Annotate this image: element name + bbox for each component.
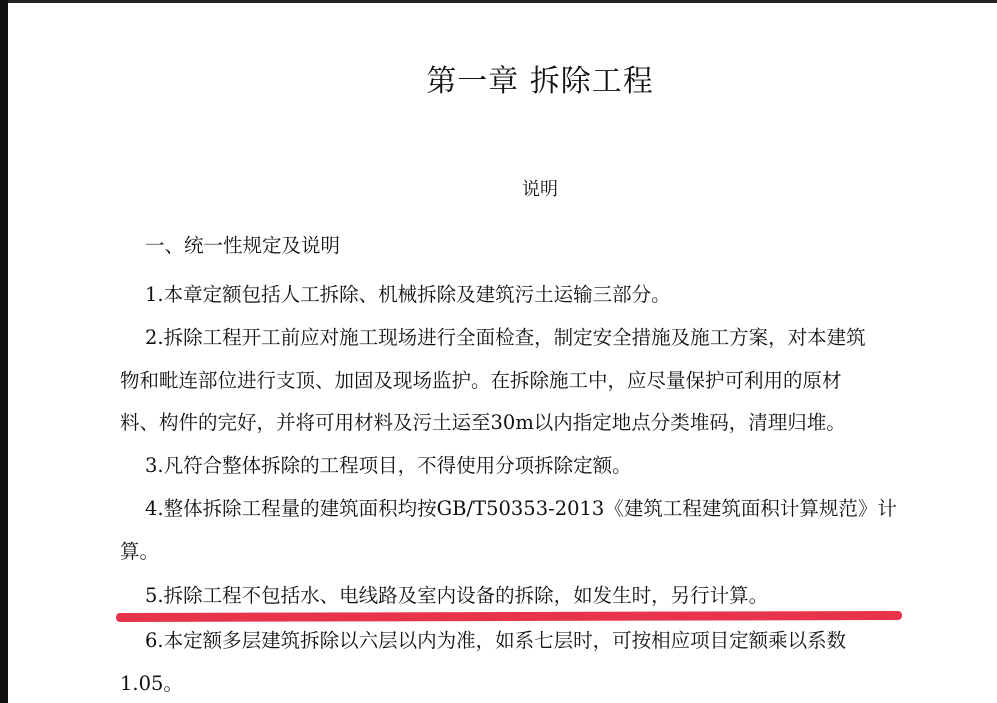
section-title: 说明 [522, 179, 558, 200]
paragraph-line-highlighted: 5.拆除工程不包括水、电线路及室内设备的拆除，如发生时，另行计算。 [145, 584, 769, 607]
paragraph-line: 物和毗连部位进行支顶、加固及现场监护。在拆除施工中，应尽量保护可利用的原材 [120, 369, 842, 392]
paragraph-line: 1.本章定额包括人工拆除、机械拆除及建筑污土运输三部分。 [145, 283, 671, 306]
chapter-title: 第一章 拆除工程 [426, 64, 654, 99]
paragraph-line: 4.整体拆除工程量的建筑面积均按GB/T50353-2013《建筑工程建筑面积计算规范》计 [145, 497, 897, 520]
red-underline-highlight [116, 611, 902, 622]
page-left-edge [0, 0, 8, 703]
paragraph-line: 算。 [120, 540, 160, 563]
paragraph-line: 料、构件的完好，并将可用材料及污土运至30m以内指定地点分类堆码，清理归堆。 [120, 411, 846, 434]
paragraph-line: 6.本定额多层建筑拆除以六层以内为准，如系七层时，可按相应项目定额乘以系数 [145, 629, 847, 652]
paragraph-line: 1.05。 [120, 672, 183, 695]
paragraph-line: 3.凡符合整体拆除的工程项目，不得使用分项拆除定额。 [145, 454, 632, 477]
paragraph-line: 2.拆除工程开工前应对施工现场进行全面检查，制定安全措施及施工方案，对本建筑 [145, 326, 866, 349]
heading-general-provisions: 一、统一性规定及说明 [145, 234, 341, 257]
page-top-border [0, 0, 997, 3]
